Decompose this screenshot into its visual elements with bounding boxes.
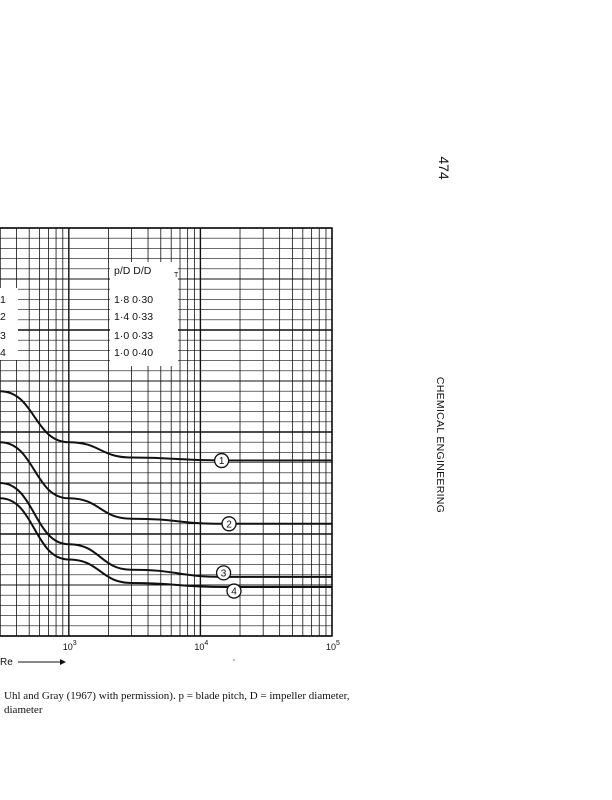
- legend-row-id: 2: [0, 311, 6, 323]
- svg-text:10: 10: [194, 642, 205, 652]
- legend-row-values: 1·0 0·40: [114, 347, 154, 359]
- svg-text:3: 3: [72, 640, 77, 647]
- svg-text:5: 5: [336, 640, 340, 647]
- x-tick-label: [63, 640, 77, 652]
- figure-caption-line-1: Uhl and Gray (1967) with permission). p = blade pitch, D = impeller diameter,: [4, 690, 350, 702]
- svg-text:4: 4: [204, 640, 209, 647]
- speck: [233, 659, 234, 660]
- legend-row-id: 3: [0, 330, 6, 342]
- x-axis-label: Re: [0, 657, 13, 668]
- legend-row-id: 1: [0, 294, 6, 306]
- page-number: 474: [436, 156, 452, 180]
- legend-row-id: 4: [0, 347, 6, 359]
- x-tick-label: [326, 640, 340, 652]
- x-axis-arrowhead: [60, 659, 66, 665]
- series-line-3: [0, 483, 332, 580]
- chart-series: [0, 391, 332, 598]
- legend-row-values: 1·0 0·33: [114, 330, 154, 342]
- legend-row-values: 1·4 0·33: [114, 311, 154, 323]
- x-tick-label: [194, 640, 208, 652]
- legend-row-values: 1·8 0·30: [114, 294, 154, 306]
- series-line-4: [0, 498, 332, 587]
- figure-caption-line-2: diameter: [4, 704, 43, 716]
- svg-text:10: 10: [62, 642, 73, 652]
- legend-header-sub: T: [174, 272, 179, 279]
- series-marker-label-3: 3: [220, 568, 227, 580]
- series-marker-label-2: 2: [226, 519, 232, 531]
- series-marker-label-4: 4: [231, 586, 237, 598]
- svg-text:10: 10: [326, 642, 337, 652]
- legend-header: p/D D/D: [114, 265, 152, 277]
- series-marker-label-1: 1: [218, 456, 225, 468]
- running-head: CHEMICAL ENGINEERING: [434, 376, 446, 514]
